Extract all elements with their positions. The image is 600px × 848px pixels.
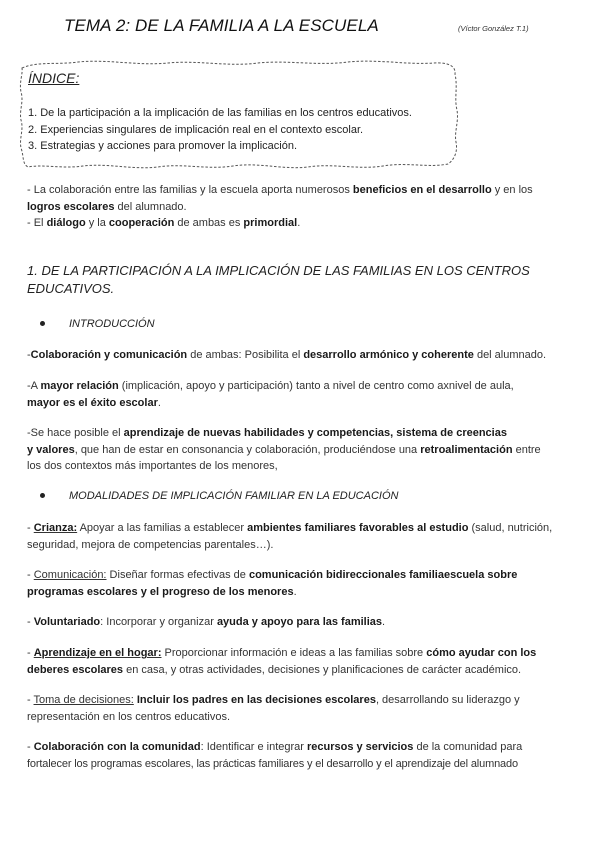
- intro-paragraphs: [27, 182, 572, 232]
- bold-text: logros escolares: [27, 200, 115, 213]
- index-item: 1. De la participación a la implicación de las familias en los centros educativos.: [28, 107, 412, 119]
- bold-text: aprendizaje de nuevas habilidades y competencias, sistema de creencias: [123, 427, 507, 439]
- section-heading-line: 1. DE LA PARTICIPACIÓN A LA IMPLICACIÓN DE LAS FAMILIAS EN LOS CENTROS: [27, 263, 530, 278]
- bold-text: ambientes familiares favorables al estudio: [247, 522, 469, 534]
- text: Diseñar formas efectivas de: [106, 569, 249, 581]
- underlined-term: Aprendizaje en el hogar:: [33, 647, 162, 659]
- text: -: [27, 349, 31, 361]
- bold-text: retroalimentación: [420, 443, 513, 456]
- paragraph: [27, 378, 572, 411]
- text: los dos contextos más importantes de los menores,: [27, 460, 278, 472]
- modality-crianza: [27, 520, 572, 553]
- text: del alumnado.: [473, 349, 547, 361]
- text: (salud, nutrición,: [468, 522, 553, 534]
- text: - La colaboración entre las familias y la escuela aporta numerosos: [27, 184, 353, 196]
- text: .: [293, 585, 297, 598]
- text: de ambas: Posibilita el: [187, 349, 304, 361]
- paragraph: [27, 347, 572, 364]
- index-item: 3. Estrategias y acciones para promover la implicación.: [28, 140, 298, 152]
- bold-text: Colaboración y comunicación: [30, 349, 188, 361]
- bold-text: mayor es el éxito escolar: [27, 396, 158, 409]
- underlined-term: Crianza:: [33, 522, 78, 534]
- bold-text: y valores: [27, 443, 75, 456]
- author-note: (Víctor González T.1): [458, 24, 529, 33]
- modality-comunidad: [27, 739, 572, 772]
- text: -: [27, 616, 34, 628]
- index-title: ÍNDICE:: [28, 70, 80, 86]
- bold-text: Colaboración con la comunidad: [33, 741, 201, 753]
- text: -: [27, 522, 34, 534]
- text: .: [297, 217, 301, 229]
- text: de ambas es: [174, 217, 244, 229]
- bold-text: diálogo: [46, 217, 86, 229]
- bold-text: cooperación: [108, 217, 175, 229]
- text: entre: [512, 443, 541, 456]
- text: .: [157, 396, 161, 409]
- bold-text: deberes escolares: [27, 663, 124, 676]
- section-heading-line: EDUCATIVOS.: [27, 281, 115, 296]
- text: -: [27, 741, 34, 753]
- text: Proporcionar información e ideas a las familias sobre: [161, 647, 427, 659]
- bullet-icon: [40, 493, 45, 498]
- modality-voluntariado: [27, 614, 572, 631]
- modality-toma-decisiones: [27, 692, 572, 725]
- index-list: [28, 105, 412, 155]
- bold-text: recursos y servicios: [306, 741, 414, 753]
- bold-text: primordial: [243, 217, 298, 229]
- text: representación en los centros educativos.: [27, 710, 231, 723]
- bold-text: programas escolares y el progreso de los menores: [27, 585, 294, 598]
- text: -Se hace posible el: [27, 427, 124, 439]
- text: , desarrollando su liderazgo y: [375, 694, 520, 706]
- index-item: 2. Experiencias singulares de implicación real en el contexto escolar.: [28, 123, 364, 136]
- bold-text: comunicación bidireccionales familiaescuela sobre: [248, 569, 518, 581]
- bold-text: Voluntariado: [33, 616, 101, 628]
- bold-text: beneficios en el desarrollo: [352, 184, 492, 196]
- text: del alumnado.: [114, 200, 187, 213]
- page-title: TEMA 2: DE LA FAMILIA A LA ESCUELA: [64, 16, 379, 35]
- bold-text: Incluir los padres en las decisiones escolares: [136, 694, 376, 706]
- text: -: [27, 569, 34, 581]
- bullet-heading-intro: [40, 318, 155, 330]
- text: fortalecer los programas escolares, las prácticas familiares y el desarrollo y el aprendizaje del alumnado: [27, 757, 518, 770]
- text: -: [27, 647, 34, 659]
- text: -A: [27, 380, 41, 392]
- text: y en los: [491, 184, 533, 196]
- text: de la comunidad para: [413, 741, 523, 753]
- text: : Incorporar y organizar: [100, 616, 217, 628]
- bold-text: ayuda y apoyo para las familias: [216, 616, 383, 628]
- text: y la: [85, 217, 109, 229]
- text: Apoyar a las familias a establecer: [77, 522, 248, 534]
- text: , que han de estar en consonancia y colaboración, produciéndose una: [74, 443, 421, 456]
- text: .: [382, 616, 386, 628]
- paragraph: [27, 425, 572, 475]
- bold-text: cómo ayudar con los: [426, 647, 537, 659]
- text: - El: [27, 217, 47, 229]
- bullet-icon: [40, 321, 45, 326]
- bullet-label: MODALIDADES DE IMPLICACIÓN FAMILIAR EN LA EDUCACIÓN: [69, 490, 399, 502]
- bold-text: mayor relación: [40, 380, 119, 392]
- text: -: [27, 694, 34, 706]
- text: en casa, y otras actividades, decisiones y planificaciones de carácter académico.: [123, 663, 522, 676]
- bullet-heading-modalidades: [40, 490, 398, 502]
- text: (implicación, apoyo y participación) tanto a nivel de centro como axnivel de aula,: [118, 380, 514, 392]
- text: : Identificar e integrar: [200, 741, 307, 753]
- modality-comunicacion: [27, 567, 572, 600]
- bold-text: desarrollo armónico y coherente: [303, 349, 474, 361]
- underlined-term: Comunicación:: [33, 569, 107, 581]
- text: seguridad, mejora de competencias parentales…).: [27, 538, 274, 551]
- underlined-term: Toma de decisiones:: [33, 694, 134, 706]
- bullet-label: INTRODUCCIÓN: [69, 318, 155, 330]
- modality-aprendizaje-hogar: [27, 645, 572, 678]
- section-heading: [27, 262, 547, 298]
